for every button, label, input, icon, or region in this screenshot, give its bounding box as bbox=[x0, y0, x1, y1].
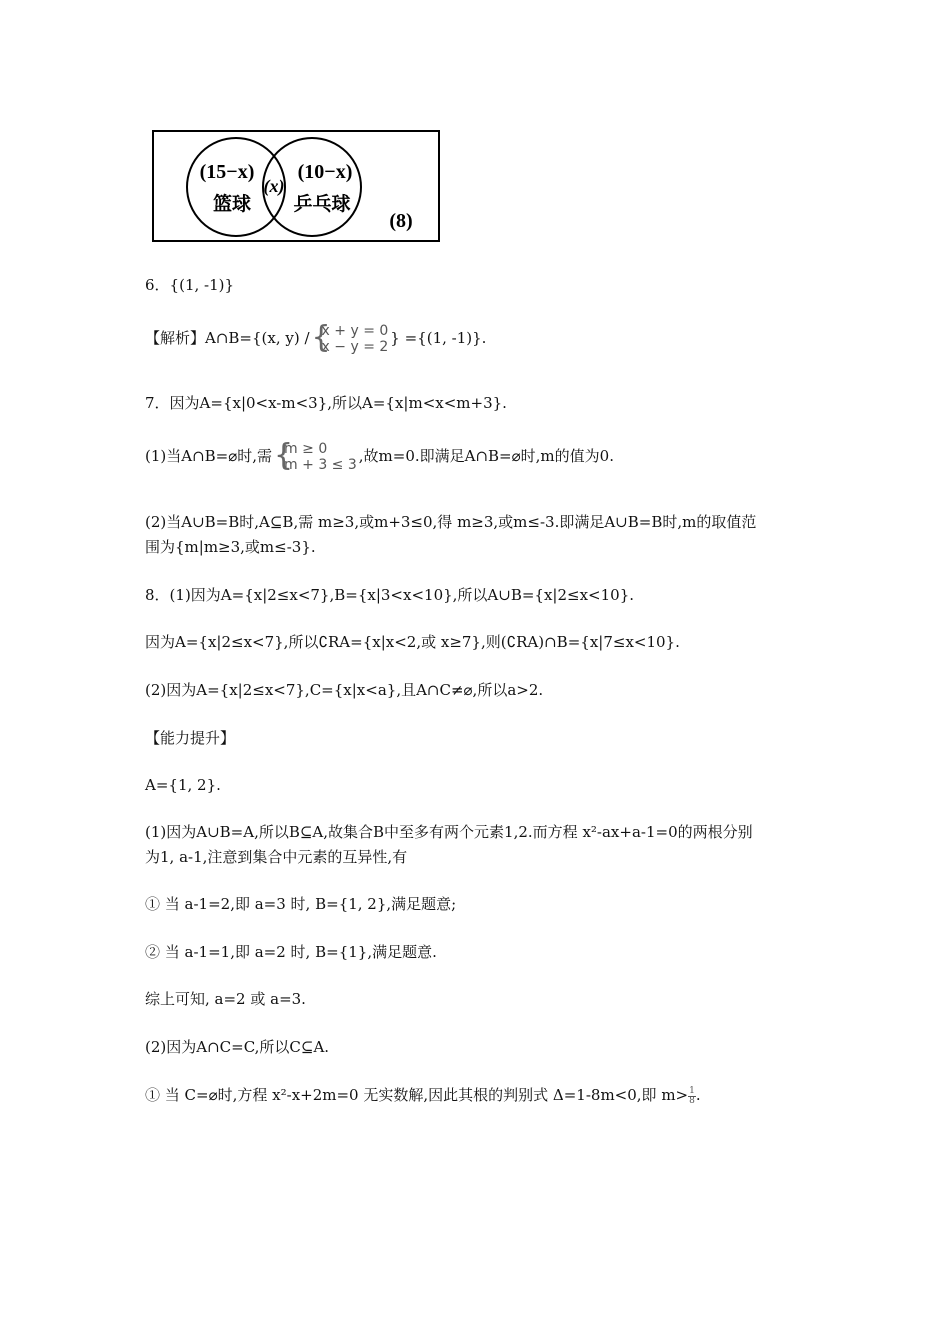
q6-analysis bbox=[145, 320, 487, 355]
q6-system: { x + y = 0 x − y = 2 bbox=[311, 320, 389, 355]
venn-diagram bbox=[152, 130, 440, 242]
q8-line1: 8．(1)因为A={x|2≤x<7},B={x|3<x<10},所以A∪B={x|2≤x<10}. bbox=[145, 586, 635, 604]
left-label: 篮球 bbox=[212, 193, 252, 215]
outside-value: (8) bbox=[389, 210, 413, 232]
q7-stem: 7．因为A={x|0<x-m<3},所以A={x|m<x<m+3}. bbox=[145, 394, 507, 412]
q6-analysis-pre: 【解析】A∩B={(x, y) / bbox=[145, 329, 310, 347]
ability-case3-post: . bbox=[695, 1086, 701, 1104]
q7-part1-post: ,故m=0.即满足A∩B=⌀时,m的值为0. bbox=[358, 447, 614, 465]
ability-set-a: A={1, 2}. bbox=[145, 776, 221, 794]
q6-eq1: x + y = 0 bbox=[321, 323, 389, 339]
q6-eq2: x − y = 2 bbox=[321, 339, 389, 355]
ability-part2: (2)因为A∩C=C,所以C⊆A. bbox=[145, 1038, 330, 1056]
q6-analysis-post: } ={(1, -1)}. bbox=[390, 329, 487, 347]
q7-part2-line2: 围为{m|m≥3,或m≤-3}. bbox=[145, 538, 316, 556]
ability-part1-line1: (1)因为A∪B=A,所以B⊆A,故集合B中至多有两个元素1,2.而方程 x²-ax+a-1=0的两根分别 bbox=[145, 823, 753, 841]
middle-value: (x) bbox=[263, 176, 285, 196]
ability-heading: 【能力提升】 bbox=[145, 729, 236, 747]
ability-summary: 综上可知, a=2 或 a=3. bbox=[145, 990, 306, 1008]
q8-line3: (2)因为A={x|2≤x<7},C={x|x<a},且A∩C≠⌀,所以a>2. bbox=[145, 681, 544, 699]
ability-case2: ② 当 a-1=1,即 a=2 时, B={1},满足题意. bbox=[145, 943, 437, 961]
fraction-one-eighth bbox=[688, 1087, 696, 1106]
ability-part1-line2: 为1, a-1,注意到集合中元素的互异性,有 bbox=[145, 848, 408, 866]
q7-system: { m ≥ 0 m + 3 ≤ 3 bbox=[274, 438, 357, 473]
q6-answer: 6．{(1, -1)} bbox=[145, 276, 235, 294]
ability-case3-pre: ① 当 C=⌀时,方程 x²-x+2m=0 无实数解,因此其根的判别式 Δ=1-8m<0,即 m> bbox=[145, 1086, 689, 1104]
q7-part2-line1: (2)当A∪B=B时,A⊆B,需 m≥3,或m+3≤0,得 m≥3,或m≤-3.即满足A∪B=B时,m的取值范 bbox=[145, 513, 757, 531]
q7-part1-pre: (1)当A∩B=⌀时,需 bbox=[145, 447, 273, 465]
right-label: 乒乓球 bbox=[293, 193, 351, 215]
q8-line2: 因为A={x|2≤x<7},所以∁RA={x|x<2,或 x≥7},则(∁RA)∩B={x|7≤x<10}. bbox=[145, 633, 680, 651]
q7-part1 bbox=[145, 438, 614, 473]
right-value: (10−x) bbox=[297, 161, 353, 183]
fraction-numerator: 1 bbox=[689, 1085, 695, 1096]
venn-svg bbox=[152, 130, 440, 242]
q7-cond1: m ≥ 0 bbox=[284, 441, 328, 457]
ability-case3 bbox=[145, 1085, 701, 1106]
ability-case1: ① 当 a-1=2,即 a=3 时, B={1, 2},满足题意; bbox=[145, 895, 457, 913]
q7-cond2: m + 3 ≤ 3 bbox=[284, 457, 357, 473]
fraction-denominator: 8 bbox=[689, 1095, 695, 1106]
left-value: (15−x) bbox=[199, 161, 255, 183]
